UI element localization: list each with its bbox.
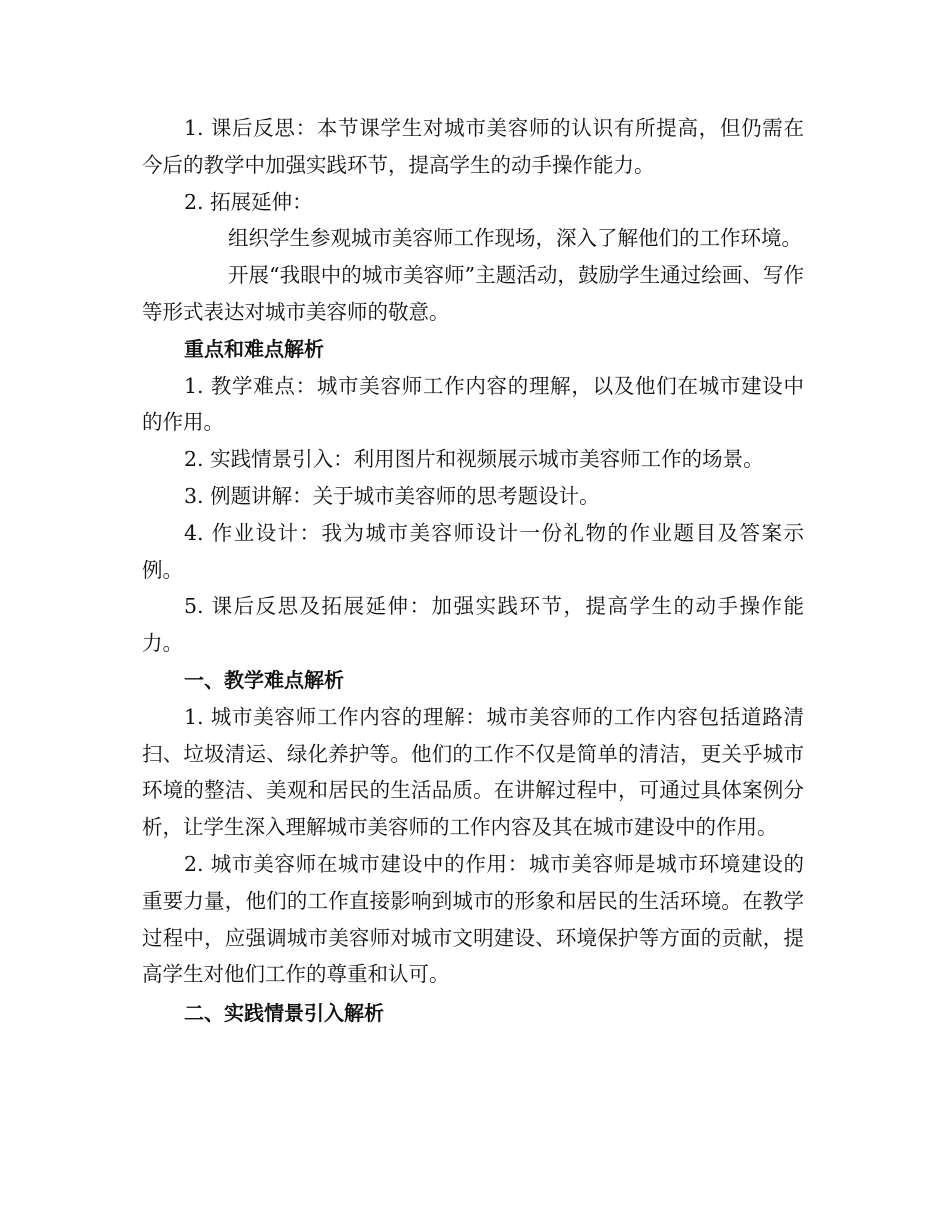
key-point-item-1: 1. 教学难点：城市美容师工作内容的理解，以及他们在城市建设中的作用。 (142, 373, 804, 435)
extension-item-activity: 开展“我眼中的城市美容师”主题活动，鼓励学生通过绘画、写作等形式表达对城市美容师的敬意。 (142, 263, 804, 324)
key-point-item-4: 4. 作业设计：我为城市美容师设计一份礼物的作业题目及答案示例。 (142, 520, 804, 582)
section-heading-difficulty: 一、教学难点解析 (184, 667, 344, 692)
key-point-item-2: 2. 实践情景引入：利用图片和视频展示城市美容师工作的场景。 (184, 447, 764, 472)
extension-item-visit: 组织学生参观城市美容师工作现场，深入了解他们的工作环境。 (228, 226, 802, 251)
extension-paragraph: 2. 拓展延伸： (184, 189, 313, 214)
difficulty-paragraph-1: 1. 城市美容师工作内容的理解：城市美容师的工作内容包括道路清扫、垃圾清运、绿化养护等。他们的工作不仅是简单的清洁，更关乎城市环境的整洁、美观和居民的生活品质。在讲解过程中，可通过具体案例分析，让学生深入理解城市美容师的工作内容及其在城市建设中的作用。 (142, 704, 804, 840)
section-heading-key-points: 重点和难点解析 (184, 336, 324, 361)
key-point-item-5: 5. 课后反思及拓展延伸：加强实践环节，提高学生的动手操作能力。 (142, 594, 804, 656)
reflection-paragraph: 1. 课后反思：本节课学生对城市美容师的认识有所提高，但仍需在今后的教学中加强实践环节，提高学生的动手操作能力。 (142, 116, 804, 177)
section-heading-practice: 二、实践情景引入解析 (184, 1001, 384, 1026)
key-point-item-3: 3. 例题讲解：关于城市美容师的思考题设计。 (184, 483, 600, 508)
document-body (142, 110, 804, 1032)
difficulty-paragraph-2: 2. 城市美容师在城市建设中的作用：城市美容师是城市环境建设的重要力量，他们的工作直接影响到城市的形象和居民的生活环境。在教学过程中，应强调城市美容师对城市文明建设、环境保护等方面的贡献，提高学生对他们工作的尊重和认可。 (142, 851, 804, 987)
